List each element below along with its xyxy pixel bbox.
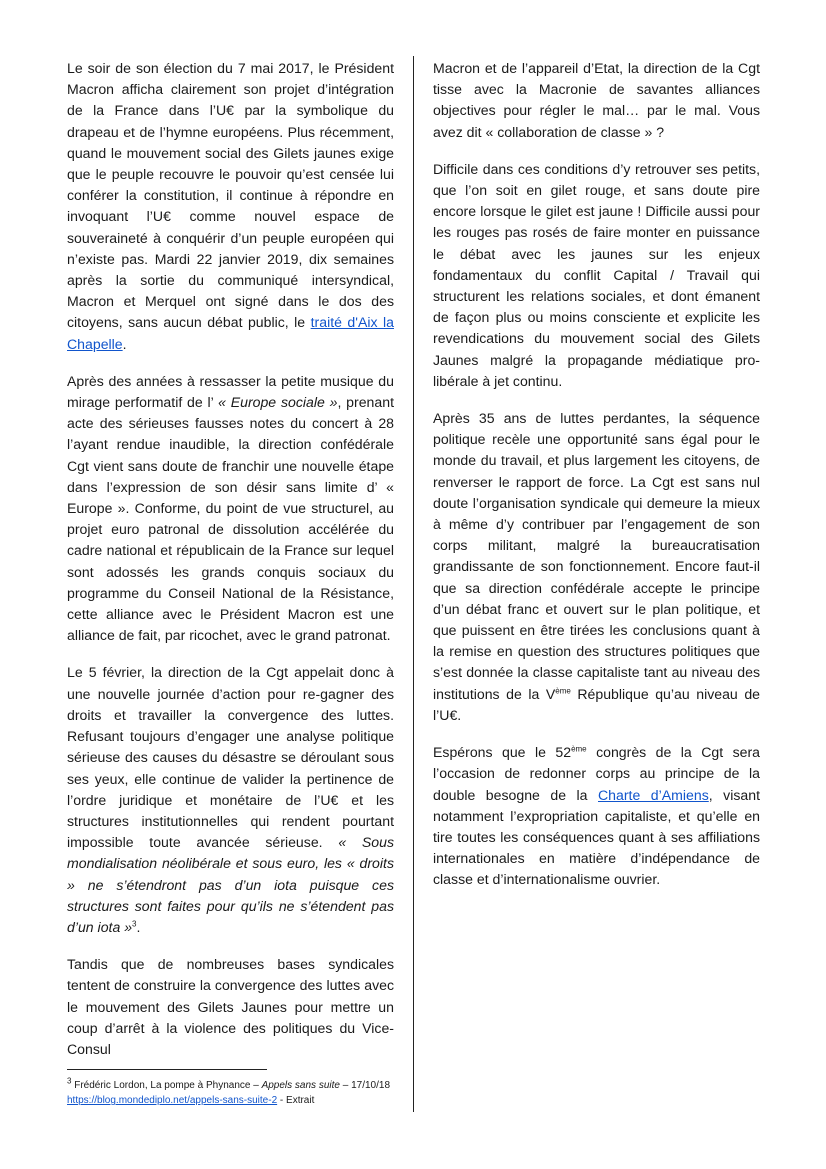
footnote-separator: [67, 1069, 267, 1070]
footnote-ref: 3: [132, 919, 137, 929]
paragraph-europe-sociale: Après des années à ressasser la petite musique du mirage performatif de l’ « Europe sociale », prenant acte des sérieuses fausses notes du concert à 28 l’ayant rendue inaudible, la direction confédérale Cgt vient sans doute de franchir une nouvelle étape dans l’expression de son désir sans limite d’ « Europe ». Conforme, du point de vue structurel, au projet euro patronal de dissolution accélérée du cadre national et républicain de la France sur lequel sont adossés les grands conquis sociaux du programme du Conseil National de la Résistance, cette alliance avec le Président Macron est une alliance de fait, par ricochet, avec le grand patronat.: [67, 372, 394, 644]
paragraph-macronie: Macron et de l’appareil d’Etat, la direction de la Cgt tisse avec la Macronie de savantes alliances objectives pour régler le mal… par le mal. Vous avez dit « collaboration de classe » ?: [433, 60, 760, 140]
footnote-number: 3: [67, 1076, 72, 1086]
right-column: [433, 58, 760, 907]
footnote: [67, 1078, 397, 1108]
footnote-link-line: https://blog.mondediplo.net/appels-sans-suite-2 - Extrait: [67, 1095, 315, 1106]
column-divider: [413, 56, 414, 1112]
paragraph-election: Le soir de son élection du 7 mai 2017, le Président Macron afficha clairement son projet d’intégration de la France dans l’U€ par la symbolique du drapeau et de l’hymne européens. Plus récemment, quand le mouvement social des Gilets jaunes exige que le peuple recouvre le pouvoir qu’est censée lui conférer la constitution, il continue à répondre en invoquant l’U€ comme nouvel espace de souveraineté à conquérir d’un peuple européen qui n’existe pas. Mardi 22 janvier 2019, dix semaines après la sortie du communiqué intersyndical, Macron et Merquel ont signé dans le dos des citoyens, sans aucun débat public, le traité d'Aix la Chapelle.: [67, 60, 394, 352]
left-column: [67, 58, 394, 1076]
footnote-url-link[interactable]: https://blog.mondediplo.net/appels-sans-suite-2: [67, 1095, 278, 1106]
footnote-citation: $^3$ Frédéric Lordon, La pompe à Phynance – Appels sans suite – 17/10/18: [67, 1076, 391, 1091]
charte-amiens-link[interactable]: Charte d’Amiens: [598, 786, 709, 803]
paragraph-35-ans: Après 35 ans de luttes perdantes, la séquence politique recèle une opportunité sans égal pour le monde du travail, et plus largement les citoyens, de renverser le rapport de force. La Cgt est sans nul doute l’organisation syndicale qui demeure la mieux à même d’y contribuer par l’engagement de son corps militant, malgré la bureaucratisation grandissante de son fonctionnement. Encore faut-il que sa direction confédérale accepte le principe d’un débat franc et ouvert sur le plan politique, et que puissent en être tirées les conclusions quant à la remise en question des structures politiques que s’est donnée la classe capitaliste tant au niveau des institutions de la Vème République qu’au niveau de l’U€.: [433, 410, 760, 723]
paragraph-difficile: Difficile dans ces conditions d’y retrouver ses petits, que l’on soit en gilet rouge, et sans doute pire encore lorsque le gilet est jaune ! Difficile aussi pour les rouges pas rosés de faire monter en puissance le débat avec les jaunes sur les enjeux fondamentaux du conflit Capital / Travail qui structurent les relations sociales, et dont émanent de façon plus ou moins consciente et explicite les revendications du mouvement social des Gilets Jaunes malgré la propagande médiatique pro-libérale à jet continu.: [433, 160, 760, 389]
paragraph-5-fevrier: Le 5 février, la direction de la Cgt appelait donc à une nouvelle journée d’action pour re-gagner des droits et travailler la convergence des luttes. Refusant toujours d’engager une analyse politique sérieuse des causes du désastre se déroulant sous ses yeux, elle continue de valider la pertinence de l’ordre juridique et monétaire de l’U€ et les structures institutionnelles qui rendent pourtant impossible toute avancée sérieuse. « Sous mondialisation néolibérale et sous euro, les « droits » ne s’étendront pas d’un iota puisque ces structures sont faites pour qu’ils ne s’étendent pas d’un iota »$^3$.: [67, 664, 394, 935]
paragraph-bases-syndicales: Tandis que de nombreuses bases syndicales tentent de construire la convergence des luttes avec le mouvement des Gilets Jaunes pour mettre un coup d’arrêt à la violence des politiques du Vice-Consul: [67, 956, 394, 1057]
paragraph-52eme-congres: Espérons que le 52ème congrès de la Cgt sera l’occasion de redonner corps au principe de la double besogne de la Charte d’Amiens, visant notamment l’expropriation capitaliste, et qu’elle en tire toutes les conséquences quant à ses affiliations internationales en matière d’indépendance de classe et d’internationalisme ouvrier.: [433, 744, 761, 888]
aix-la-chapelle-link[interactable]: traité d'Aix la Chapelle: [67, 314, 394, 352]
